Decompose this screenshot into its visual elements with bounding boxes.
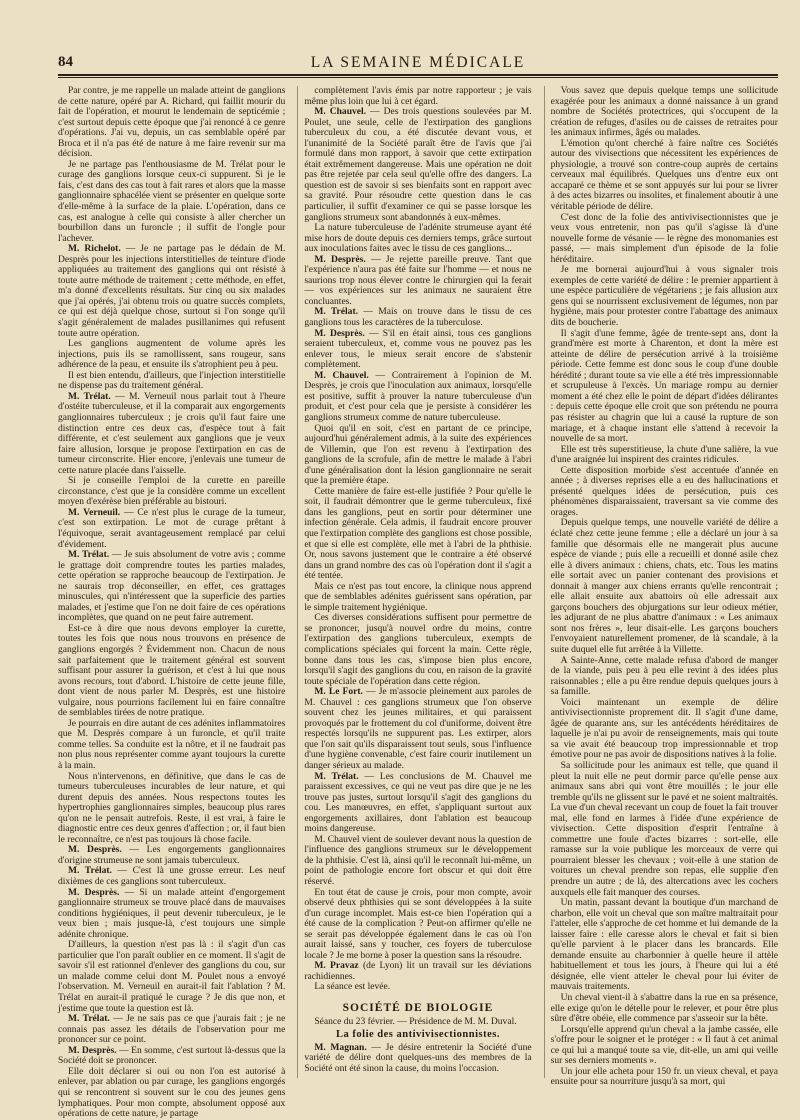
paragraph (551, 698, 778, 761)
paragraph (304, 687, 531, 771)
journal-title: LA SEMAINE MÉDICALE (310, 54, 526, 71)
paragraph (551, 445, 778, 466)
speaker-name: M. Trélat. (68, 390, 111, 402)
paragraph (551, 993, 778, 1025)
paragraph (58, 624, 285, 719)
paragraph (304, 888, 531, 962)
speaker-name: M. Trélat. (68, 549, 110, 561)
paragraph (304, 223, 531, 255)
speaker-name: M. Pravaz (314, 960, 359, 972)
paragraph-text: Les ganglions augmentent de volume après les injections, puis ils se ramollissent, sans rougeur, sans adhérence de la peau, et ensuite ils s'atrophient peu à peu. (58, 338, 286, 371)
paragraph (304, 582, 531, 614)
paragraph (58, 508, 285, 550)
speaker-name: M. Trélat. (314, 306, 359, 318)
paragraph-text: Quoi qu'il en soit, c'est en partant de ce principe, aujourd'hui généralement admis, à la suite des expériences de Villemin, que l'on est revenu à l'extirpation des ganglions de la scrofule, afin de mettre le malade à l'abri d'une généralisation dont la lésion ganglionnaire ne serait que la première étape. (304, 422, 532, 487)
paragraph (551, 86, 778, 139)
paragraph (58, 1046, 285, 1067)
paragraph (551, 518, 778, 655)
article-subtitle: La folie des antivivisectionnistes. (336, 1029, 500, 1041)
paragraph-text: Un cheval vient-il à s'abattre dans la rue en sa présence, elle exige qu'on le dételle pour le relever, et pour être plus sûre d'être obéie, elle commence par s'asseoir sur la bête. (550, 992, 778, 1025)
paragraph-text: Il est bien entendu, d'ailleurs, que l'injection interstitielle ne dispense pas du traitement général. (58, 369, 286, 392)
paragraph (58, 244, 285, 339)
paragraph-text: Mais ce n'est pas tout encore, la clinique nous apprend que de semblables adénites guérissent sans opération, par le simple traitement hygiénique. (304, 580, 532, 613)
column-3 (544, 85, 778, 1088)
speaker-name: M. Chauvel. (314, 106, 367, 118)
paragraph (304, 613, 531, 687)
paragraph (551, 898, 778, 993)
paragraph-text: Je me bornerai aujourd'hui à vous signaler trois exemples de cette variété de délire : le premier appartient à une espèce particulière de végétariens ; je fais allusion aux gens qui se nourrissent exclusivement de légumes, non par hygiène, mais pour protester contre l'abattage des animaux dits de boucherie. (550, 264, 778, 329)
paragraph (304, 1043, 531, 1075)
paragraph (551, 213, 778, 266)
paragraph-text: — En somme, c'est surtout là-dessus que la Société doit se prononcer. (58, 1044, 286, 1067)
paragraph (551, 139, 778, 213)
paragraph (58, 86, 285, 160)
paragraph (58, 845, 285, 866)
paragraph (304, 772, 531, 835)
paragraph (58, 1014, 285, 1046)
paragraph (58, 940, 285, 1014)
speaker-name: M. Le Fort. (314, 686, 363, 698)
paragraph (551, 1025, 778, 1067)
speaker-name: M. Magnan. (314, 1041, 367, 1053)
column-1 (58, 85, 286, 1120)
paragraph-text: Est-ce à dire que nous devons employer la curette, toutes les fois que nous nous trouvons en présence de ganglions engorgés ? Évidemment non. Chacun de nous sait parfaitement que le traitement général est souvent suffisant pour assurer la guérison, et c'est à lui que nous avons recours, tout d'abord. L'histoire de cette jeune fille, dont vient de nous parler M. Desprès, est une histoire vulgaire, nous pourrions facilement lui en faire connaître de semblables tirées de notre pratique. (58, 622, 286, 719)
paragraph (304, 371, 531, 424)
paragraph (58, 371, 285, 392)
paragraph-text: — M. Verneuil nous parlait tout à l'heure d'ostéite tuberculeuse, et il la comparait aux engorgements ganglionnaires tuberculeux ; je crois qu'il faut faire une distinction entre ces deux cas, d'espèce tout à fait différente, et c'est seulement aux ganglions que je veux faire allusion, lorsque je propose l'extirpation en cas de tumeur circonscrite. Hier encore, j'enlevais une tumeur de cette nature placée dans l'aisselle. (58, 390, 286, 476)
paragraph (551, 761, 778, 898)
paragraph (58, 866, 285, 887)
paragraph-text: — S'il en était ainsi, tous ces ganglions seraient tuberculeux, et, comme vous ne pouvez pas les enlever tous, le mieux serait encore de s'abstenir complètement. (304, 327, 532, 371)
paragraph (304, 86, 531, 107)
paragraph-text: Il s'agit d'une femme, âgée de trente-sept ans, dont la grand'mère est morte à Charenton, et dont la mère est atteinte de délire de persécution arrivé à la troisième période. Cette femme est donc sous le coup d'une double hérédité ; durant toute sa vie elle a été très impressionnable et scrupuleuse à l'excès. Un mariage rompu au dernier moment a été chez elle le point de départ d'idées délirantes : depuis cette époque elle croit que son prétendu ne pourra pas résister au chagrin que lui a causé la rupture de son mariage, et à chaque instant elle s'attend à recevoir la nouvelle de sa mort. (550, 327, 778, 445)
paragraph (58, 1067, 285, 1120)
speaker-name: M. Verneuil. (68, 506, 121, 518)
paragraph-text: Je ne partage pas l'enthousiasme de M. Trélat pour le curage des ganglions lorsque ceux-ci suppurent. Si je le fais, c'est dans des cas tout à fait rares et alors que la masse ganglionnaire sphacélée vient se présenter en quelque sorte d'elle-même à la surface de la plaie. L'opération, dans ce cas, est analogue à celle qui consiste à aller chercher un bourbillon dans un furoncle ; il suffit de l'ongle pour l'achever. (58, 158, 286, 244)
paragraph (551, 466, 778, 519)
paragraph (551, 329, 778, 445)
paragraph-text: L'émotion qu'ont cherché à faire naître ces Sociétés autour des vivisections que nécessitent les expériences de physiologie, a trouvé son contre-coup auprès de certains cerveaux mal équilibrés. Quelques uns d'entre eux ont accaparé ce thème et se sont appuyés sur lui pour se livrer à des actes bizarres ou insolites, et finalement aboutir à une véritable période de délire. (550, 137, 778, 213)
paragraph-text: En tout état de cause je crois, pour mon compte, avoir observé deux phthisies qui se sont développées à la suite d'un curage incomplet. Mais est-ce bien l'opération qui a été cause de la complication ? Peut-on affirmer qu'elle ne se serait pas développée également dans le cas où l'on aurait laissé, sans y toucher, ces foyers de tuberculose locale ? Je me borne à poser la question sans la résoudre. (304, 886, 532, 961)
paragraph-text: Vous savez que depuis quelque temps une sollicitude exagérée pour les animaux a donné naissance à un grand nombre de Sociétés protectrices, qui s'occupent de la création de refuges, d'asiles ou de caisses de retraites pour les animaux infirmes, âgés ou malades. (550, 85, 778, 139)
header-rule (58, 77, 778, 78)
paragraph-text: Voici maintenant un exemple de délire antivivisectionniste proprement dit. Il s'agit d'une dame, âgée de quarante ans, sur les antécédents héréditaires de laquelle je n'ai pu avoir de renseignements, mais qui toute sa vie avait été beaucoup trop impressionnable et trop émotive pour ne pas avoir de dispositions natives à la folie. (550, 696, 778, 761)
paragraph (58, 888, 285, 941)
paragraph-text: Cette disposition morbide s'est accentuée d'année en année ; à diverses reprises elle a eu des hallucinations et présenté quelques idées de persécution, puis ces phénomènes disparaissaient, traversant sa vie comme des orages. (550, 464, 778, 518)
paragraph (58, 772, 285, 846)
paragraph (551, 1067, 778, 1088)
speaker-name: M. Richelot. (68, 243, 121, 255)
paragraph-text: — Je rejette pareille preuve. Tant que l'expérience n'aura pas été faite sur l'homme — et nous ne saurions trop nous élever contre le chirurgien qui la ferait — vos expériences sur les animaux ne sauraient être concluantes. (304, 253, 532, 307)
paragraph-text: — Mais on trouve dans le tissu de ces ganglions tous les caractères de la tuberculose. (304, 306, 532, 329)
paragraph-text: Par contre, je me rappelle un malade atteint de ganglions de cette nature, opéré par A. Richard, qui faillit mourir du fait de l'opération, et mourut le lendemain de septicémie ; c'est surtout depuis cette époque que j'ai renoncé à ce genre d'opérations. J'ai vu, depuis, un cas semblable opéré par Broca et il n'a pas été de nature à me faire revenir sur ma décision. (58, 85, 286, 160)
page-header (58, 52, 778, 76)
speaker-name: M. Desprès. (68, 886, 120, 898)
section-heading: SOCIÉTÉ DE BIOLOGIE (342, 1002, 494, 1015)
paragraph (58, 392, 285, 476)
paragraph (58, 160, 285, 244)
speaker-name: M. Chauvel. (314, 369, 369, 381)
speaker-name: M. Desprès. (314, 253, 366, 265)
paragraph (58, 339, 285, 371)
paragraph-text: C'est donc de la folie des antivivisectionnistes que je veux vous entretenir, non pas qu'il s'agisse là d'une nouvelle forme de vésanie — le règne des monomanies est passé, — mais simplement d'un épisode de la folie héréditaire. (550, 211, 778, 265)
paragraph (304, 961, 531, 982)
paragraph-text: Je pourrais en dire autant de ces adénites inflammatoires que M. Desprès compare à un furoncle, et qu'il traite comme telles. Sa conduite est la nôtre, et il ne faudrait pas non plus nous représenter comme ayant toujours la curette à la main. (58, 717, 286, 771)
page-number: 84 (58, 54, 73, 70)
paragraph-text: — Je m'associe pleinement aux paroles de M. Chauvel : ces ganglions strumeux que l'on observe souvent chez les jeunes militaires, et qui paraissent provoqués par le frottement du col d'uniforme, doivent être respectés lorsqu'ils ne suppurent pas. Les extirper, alors que l'on sait qu'ils disparaissent tout seuls, sous l'influence d'une hygiène convenable, c'est faire courir inutilement un danger sérieux au malade. (304, 686, 532, 771)
paragraph (304, 255, 531, 308)
paragraph-text: Sa sollicitude pour les animaux est telle, que quand il pleut la nuit elle ne peut dormir parce qu'elle pense aux animaux sans abri qui vont être mouillés ; le jour elle tremble qu'ils ne glissent sur le pavé et ne soient maltraités. La vue d'un cheval recevant un coup de fouet la fait trouver mal, elle fond en larmes à l'idée d'une expérience de vivisection. Cette disposition d'esprit l'entraîne à commettre une foule d'actes bizarres : sort-elle, elle ramasse sur la voie publique les morceaux de verre qui pourraient blesser les chevaux ; voit-elle à une station de voitures un cheval prendre son repas, elle supplie d'en prendre un autre ; de là, des altercations avec les cochers auxquels elle fait manquer des courses. (550, 760, 778, 898)
speaker-name: M. Trélat. (68, 865, 112, 877)
paragraph-text: A Sainte-Anne, cette malade refusa d'abord de manger de la viande, puis peu à peu elle revint à des idées plus raisonnables ; elle a pu être rendue depuis quelques jours à sa famille. (550, 654, 778, 698)
speaker-name: M. Trélat. (314, 770, 359, 782)
paragraph-text: Elle doit déclarer si oui ou non l'on est autorisé à enlever, par ablation ou par curage, les ganglions engorgés qui se rencontrent si souvent sur le cou des jeunes gens lymphatiques. Pour mon compte, absolument opposé aux opérations de cette nature, je partage (58, 1065, 286, 1120)
paragraph (551, 265, 778, 328)
paragraph-text: — Je désire entretenir la Société d'une variété de délire dont quelques-uns des membres de la Société ont été sinon la cause, du moins l'occasion. (304, 1041, 532, 1074)
paragraph-text: Lorsqu'elle apprend qu'un cheval a la jambe cassée, elle s'offre pour le soigner et le protéger : « Il faut à cet animal ce qui lui a manqué toute sa vie, dit-elle, un ami qui veille sur ses derniers moments ». (550, 1023, 778, 1067)
paragraph-text: (de Lyon) lit un travail sur les déviations rachidiennes. (304, 960, 532, 982)
column-2 (297, 86, 531, 1078)
paragraph-text: — Contrairement à l'opinion de M. Desprès, je crois que l'inoculation aux animaux, lorsqu'elle est positive, suffit à prouver la nature tuberculeuse d'un produit, et c'est pour cela que je persiste à considérer les ganglions strumeux comme de nature tuberculeuse. (304, 369, 532, 423)
paragraph (304, 982, 531, 993)
paragraph-text: — Je ne sais pas ce que j'aurais fait ; je ne connais pas assez les détails de l'observation pour me prononcer sur ce point. (58, 1013, 286, 1046)
paragraph-text: — Les engorgements ganglionnaires d'origine strumeuse ne sont jamais tuberculeux. (58, 844, 286, 866)
paragraph-text: M. Chauvel vient de soulever devant nous la question de l'influence des ganglions strumeux sur le développement de la phthisie. C'est là, ainsi qu'il le reconnaît lui-même, un point de pathologie encore fort obscur et qui doit être réservé. (304, 833, 532, 888)
paragraph-text: — Je ne partage pas le dédain de M. Desprès pour les injections interstitielles de teinture d'iode appliquées au traitement des ganglions qui ont résisté à toute autre méthode de traitement ; cette méthode, en effet, m'a donné d'excellents résultats. Sur cinq ou six malades que j'ai opérés, j'ai obtenu trois ou quatre succès complets, ce qui est déjà quelque chose, surtout si l'on songe qu'il s'agit généralement de malades pusillanimes qui refusent toute autre opération. (58, 243, 286, 339)
paragraph-text: — Des trois questions soulevées par M. Poulet, une seule, celle de l'extirpation des ganglions tuberculeux du cou, a été discutée devant vous, et l'unanimité de la Société paraît être de l'avis que j'ai formulé dans mon rapport, à savoir que cette extirpation était extrêmement dangereuse. Mais une opération ne doit pas être rejetée par cela seul qu'elle offre des dangers. La question est de savoir si ses bienfaits sont en rapport avec sa gravité. Pour résoudre cette question dans le cas particulier, il suffit d'examiner ce qui se passe lorsque les ganglions strumeux sont abandonnés à eux-mêmes. (304, 106, 532, 223)
paragraph-text: Elle est très superstitieuse, la chute d'une salière, la vue d'une araignée lui inspirent des craintes ridicules. (550, 443, 778, 466)
paragraph (58, 719, 285, 772)
speaker-name: M. Desprès. (68, 844, 122, 856)
paragraph (304, 107, 531, 223)
paragraph-text: D'ailleurs, la question n'est pas là : il s'agit d'un cas particulier que l'on paraît oublier en ce moment. Il s'agit de savoir s'il est rationnel d'enlever des ganglions du cou, sur un malade comme celui dont M. Poulet nous a envoyé l'observation. M. Verneuil en aurait-il fait l'ablation ? M. Trélat en aurait-il pratiqué le curage ? Je dis que non, et j'estime que toute la question est là. (58, 939, 286, 1014)
text-columns (58, 85, 778, 1120)
paragraph-text: Un matin, passant devant la boutique d'un marchand de charbon, elle voit un cheval que son maître maltraitait pour l'atteler, elle s'approche de cet homme et lui demande de la laisser faire : elle caresse alors le cheval et fait si bien qu'elle parvient à le placer dans les brancards. Elle demande ensuite au charbonnier à quelle heure il attèle habituellement et tous les jours, à l'heure qui lui a été désignée, elle vient atteler le cheval pour lui éviter de mauvais traitements. (550, 897, 778, 993)
speaker-name: M. Desprès. (314, 327, 365, 339)
session-line: Séance du 23 février. — Présidence de M. M. Duval. (314, 1015, 517, 1027)
paragraph-text: La séance est levée. (314, 981, 391, 993)
speaker-name: M. Desprès. (68, 1044, 117, 1056)
paragraph-text: — Je suis absolument de votre avis ; comme le grattage doit comprendre toutes les parties malades, cette opération se rapproche beaucoup de l'extirpation. Je ne saurais trop déconseiller, en effet, ces grattages minuscules, qui n'intéressent que la superficie des parties malades, et j'estime que l'on ne doit faire de ces opérations incomplètes, que quand on ne peut faire autrement. (58, 549, 286, 624)
paragraph (304, 487, 531, 582)
paragraph-text: Un jour elle acheta pour 150 fr. un vieux cheval, et paya ensuite pour sa nourriture jusqu'à sa mort, qui (550, 1065, 778, 1088)
paragraph (551, 656, 778, 698)
speaker-name: M. Trélat. (68, 1013, 110, 1025)
paragraph-text: — C'est là une grosse erreur. Les neuf dixièmes de ces ganglions sont tuberculeux. (58, 865, 286, 888)
paragraph-text: — Si un malade atteint d'engorgement ganglionnaire strumeux se trouve placé dans de mauvaises conditions hygiéniques, il peut devenir tuberculeux, je le veux bien ; mais jusque-là, c'est toujours une simple adénite chronique. (58, 886, 286, 940)
paragraph-text: — Les conclusions de M. Chauvel me paraissent excessives, ce qui ne veut pas dire que je ne les trouve pas justes, surtout lorsqu'il s'agit des ganglions du cou. Les manœuvres, en effet, s'appliquant surtout aux engorgements axillaires, dont l'ablation est beaucoup moins dangereuse. (304, 770, 532, 835)
paragraph (58, 476, 285, 508)
paragraph (304, 424, 531, 487)
paragraph-text: Ces diverses considérations suffisent pour permettre de se prononcer, jusqu'à nouvel ordre du moins, contre l'extirpation des ganglions tuberculeux, exempts de complications spéciales qui forcent la main. Cette règle, bonne dans tous les cas, s'impose bien plus encore, lorsqu'il s'agit des ganglions du cou, en raison de la gravité toute spéciale de l'opération dans cette région. (304, 612, 532, 687)
paragraph-text: Si je conseille l'emploi de la curette en pareille circonstance, c'est que je la considère comme un excellent moyen d'exérèse bien préférable au bistouri. (58, 475, 286, 508)
paragraph (58, 550, 285, 624)
paragraph-text: — Ce n'est plus le curage de la tumeur, c'est son extirpation. Le mot de curage prêtant à l'équivoque, serait avantageusement remplacé par celui d'évidement. (58, 506, 286, 550)
paragraph (304, 835, 531, 888)
paragraph-text: Nous n'intervenons, en définitive, que dans le cas de tumeurs tuberculeuses incurables de leur nature, et qui durent depuis des années. Nous respectons toutes les hypertrophies ganglionnaires simples, beaucoup plus rares qu'on ne le pensait autrefois. Reste, il est vrai, à faire le diagnostic entre ces deux genres d'affection ; or, il faut bien le reconnaître, ce n'est pas toujours là chose facile. (58, 770, 286, 845)
paragraph-text: Depuis quelque temps, une nouvelle variété de délire a éclaté chez cette jeune femme ; elle a déclaré un jour à sa famille que désormais elle ne mangerait plus aucune espèce de viande ; puis elle a recueilli et donné asile chez elle à divers animaux : chiens, chats, etc. Tous les matins elle sortait avec un panier contenant des provisions et donnait à manger aux chiens errants qu'elle rencontrait ; elle allait ensuite aux abattoirs où elle adressait aux garçons bouchers des objurgations sur leur odieux métier, les adjurant de ne plus abattre d'animaux : « Les animaux sont nos frères », leur disait-elle. Les garçons bouchers l'envoyaient naturellement promener, de là scandale, à la suite duquel elle fut arrêtée à la Villette. (550, 517, 778, 655)
paragraph-text: complètement l'avis émis par notre rapporteur ; je vais même plus loin que lui à cet égard. (304, 85, 532, 107)
paragraph-text: La nature tuberculeuse de l'adénite strumeuse ayant été mise hors de doute depuis ces derniers temps, grâce surtout aux inoculations faites avec le tissu de ces ganglions... (304, 222, 532, 255)
paragraph-text: Cette manière de faire est-elle justifiée ? Pour qu'elle le soit, il faudrait démontrer que le germe tuberculeux, fixé dans les ganglions, peut en sortir pour déterminer une infection générale. Cela admis, il faudrait encore prouver que l'extirpation complète des ganglions est chose possible, et que si elle est complète, elle met à l'abri de la phthisie. Or, nous savons justement que le contraire a été observé dans un grand nombre des cas où l'opération dont il s'agit a été tentée. (304, 485, 532, 582)
paragraph (304, 307, 531, 328)
paragraph (304, 329, 531, 371)
